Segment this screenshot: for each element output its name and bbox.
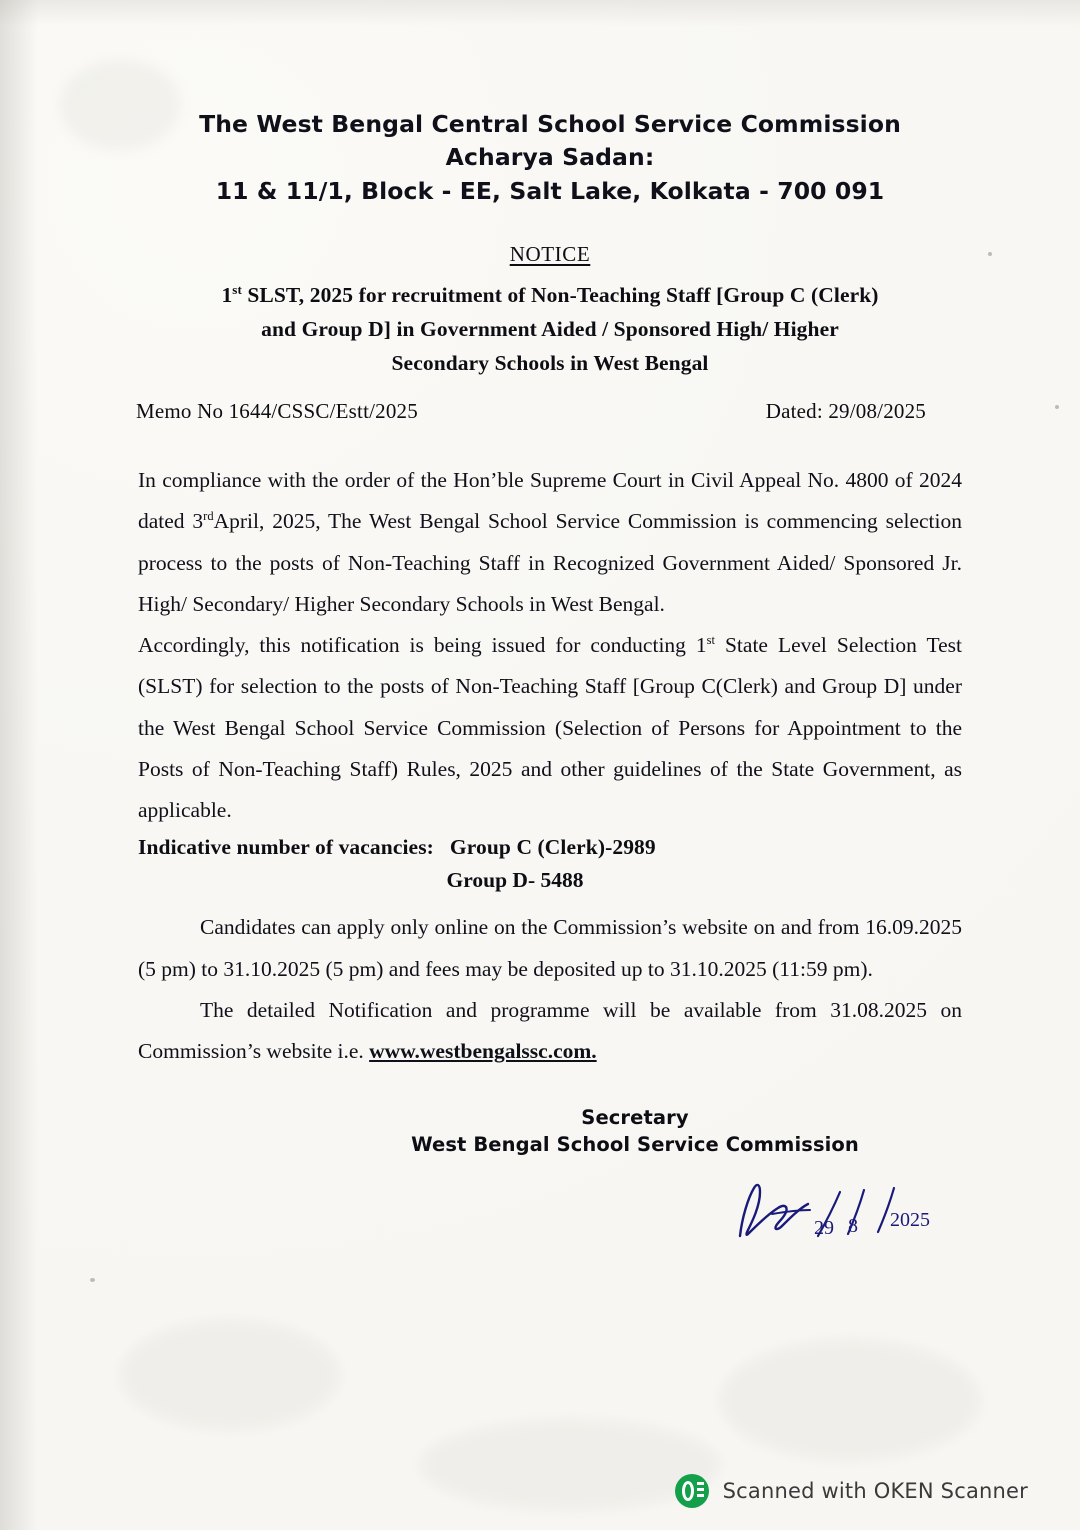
notice-subject <box>138 279 962 381</box>
letterhead-line-3: 11 & 11/1, Block - EE, Salt Lake, Kolkata - 700 091 <box>215 176 885 205</box>
paper-blotch <box>720 1340 980 1460</box>
subject-ordinal-suffix: st <box>232 281 242 297</box>
notice-subject-line-3: Secondary Schools in West Bengal <box>391 351 709 376</box>
memo-number: Memo No 1644/CSSC/Estt/2025 <box>136 398 418 423</box>
signature-date-text: 29 <box>814 1217 834 1239</box>
subject-ordinal: 1 <box>221 283 233 308</box>
vacancies-group-c: Group C (Clerk)-2989 <box>449 835 656 860</box>
paper-speck <box>90 1278 95 1282</box>
signatory-organisation: West Bengal School Service Commission <box>411 1133 859 1157</box>
notice-subject-line-1 <box>138 279 962 313</box>
vacancies-label: Indicative number of vacancies: <box>138 835 434 860</box>
memo-row <box>138 399 962 424</box>
paragraph-compliance-sup: rd <box>203 509 214 524</box>
notice-heading: NOTICE <box>509 242 591 267</box>
paragraph-compliance-a: In compliance with the order of the Hon’ble Supreme Court in Civil Appeal No. 4800 of 2024 dated 3 <box>138 467 962 534</box>
oken-scanner-icon <box>675 1474 709 1508</box>
letterhead <box>138 108 962 208</box>
memo-date: Dated: 29/08/2025 <box>765 398 926 423</box>
scanner-watermark <box>0 1474 1080 1508</box>
subject-line-1-text: SLST, 2025 for recruitment of Non-Teaching Staff [Group C (Clerk) <box>241 283 879 308</box>
vacancies-group-d: Group D- 5488 <box>446 868 584 893</box>
paragraph-compliance-b: April, 2025, The West Bengal School Service Commission is commencing selection process to the posts of Non-Teaching Staff in Recognized Government Aided/ Sponsored Jr. High/ Secondary/ Higher Secondary Schools in West Bengal. <box>138 509 962 616</box>
notice-subject-line-2: and Group D] in Government Aided / Sponsored High/ Higher <box>261 317 839 342</box>
notice-body-2 <box>138 907 962 1072</box>
paragraph-notification-sup: st <box>706 632 715 647</box>
scanner-watermark-text: Scanned with OKEN Scanner <box>722 1479 1028 1503</box>
letterhead-line-2: Acharya Sadan: <box>445 143 655 172</box>
paragraph-compliance <box>138 460 962 625</box>
notice-body <box>138 460 962 831</box>
paper-blotch <box>120 1320 340 1430</box>
handwritten-signature <box>722 1178 962 1248</box>
paragraph-detailed-text: The detailed Notification and programme will be available from 31.08.2025 on Commission’s website i.e. <box>138 997 962 1064</box>
vacancies-row <box>138 835 962 860</box>
paragraph-notification-b: State Level Selection Test (SLST) for selection to the posts of Non-Teaching Staff [Group C(Clerk) and Group D] under the West Bengal School Service Commission (Selection of Persons for Appointment to the Posts of Non-Teaching Staff) Rules, 2025 and other guidelines of the State Government, as applicable. <box>138 633 962 823</box>
signature-month-text: 8 <box>848 1215 858 1237</box>
letterhead-line-1: The West Bengal Central School Service Commission <box>199 110 901 138</box>
signature-block <box>138 1106 962 1156</box>
signatory-role: Secretary <box>581 1106 689 1130</box>
paragraph-notification-a: Accordingly, this notification is being issued for conducting 1 <box>138 633 707 658</box>
signature-year-text: 2025 <box>890 1209 930 1231</box>
paragraph-detailed-notification <box>138 990 962 1073</box>
commission-website-link[interactable]: www.westbengalssc.com. <box>369 1039 597 1064</box>
paragraph-notification <box>138 625 962 831</box>
paragraph-apply-online: Candidates can apply only online on the Commission’s website on and from 16.09.2025 (5 pm) to 31.10.2025 (5 pm) and fees may be deposited up to 31.10.2025 (11:59 pm). <box>138 915 962 981</box>
